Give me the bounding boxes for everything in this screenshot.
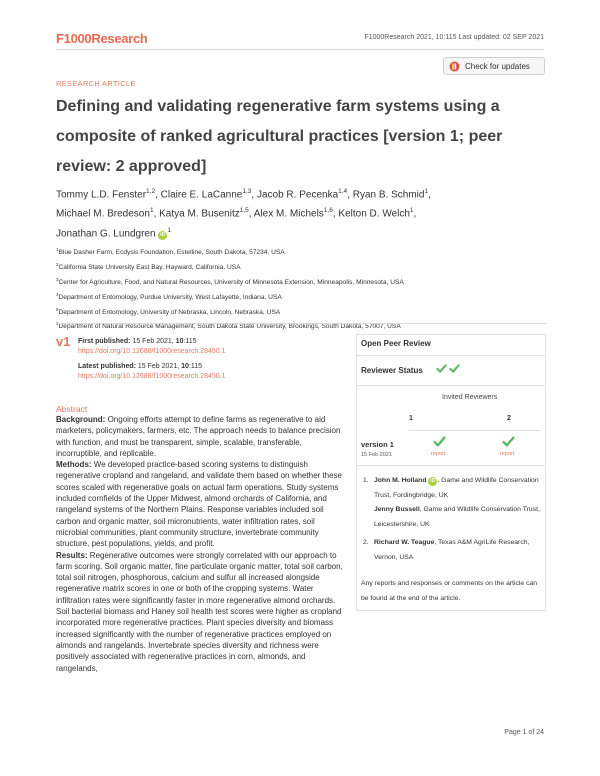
version-row-date: 15 Feb 2021 bbox=[361, 452, 392, 458]
header-info: F1000Research 2021, 10:115 Last updated: 02 SEP 2021 bbox=[364, 34, 544, 41]
version-row-label: version 1 bbox=[361, 440, 394, 449]
affiliation: Department of Natural Resource Management, South Dakota State University, Brookings, South Dakota, 57007, USA bbox=[58, 323, 401, 331]
invited-reviewers-label: Invited Reviewers bbox=[442, 394, 498, 401]
check-for-updates-label: Check for updates bbox=[465, 61, 530, 71]
affiliation: $^3$Center for Agriculture, Food, and Natural Resources, University of Minnesota Extension, Minneapolis, Minnesota, USA bbox=[56, 276, 404, 286]
reviewer-column-1: 1 bbox=[409, 415, 413, 422]
latest-published-doi-link[interactable]: https://doi.org/10.12688/f1000research.28450.1 bbox=[78, 373, 226, 380]
latest-published: Latest published: 15 Feb 2021, 10:115 https://doi.org/10.12688/f1000research.28450.1 bbox=[78, 363, 226, 380]
affiliation: $^5$Department of Entomology, University of Nebraska, Lincoln, Nebraska, USA bbox=[56, 306, 281, 316]
abstract-results: Results: Regenerative outcomes were strongly correlated with our approach to farm scoring. Soil organic matter, fine particulate organic matter, total soil carbon, total soil nitrogen, phosphorous, calcium and sulfur all increased alongside regenerative matrix scores in one or both of the cropping systems. Water infiltration rates were significantly faster in more regenerative almond orchards. Soil bacterial biomass and Haney soil health test scores were higher as cropland incorporated more regenerative practices. Plant species diversity and biomass increased significantly with the number of regenerative practices employed on almonds and rangelands. Invertebrate species diversity and richness were positively associated with regenerative practices in corn, almonds, and rangelands, bbox=[56, 550, 343, 673]
affiliation: $^1$Blue Dasher Farm, Ecdysis Foundation, Estelline, South Dakota, 57234, USA bbox=[56, 247, 285, 257]
report-2-check-icon[interactable] bbox=[502, 435, 515, 448]
peer-review-title: Open Peer Review bbox=[361, 339, 431, 348]
author-name[interactable]: Michael M. Bredeson bbox=[56, 208, 150, 220]
reviewer-column-2: 2 bbox=[507, 415, 511, 422]
reviewer-name[interactable]: John M. Holland bbox=[374, 477, 427, 484]
author-name[interactable]: Jonathan G. Lundgren bbox=[56, 227, 156, 239]
reviewer-entry: Jenny Bussell, Game and Wildlife Conservation Trust, Leicestershire, UK bbox=[374, 506, 540, 528]
panel-divider bbox=[357, 465, 545, 466]
affiliation: $^2$California State University East Bay, Hayward, California, USA bbox=[56, 261, 241, 272]
reviewer-entry: 2. Richard W. Teague, Texas A&M AgriLife Research, Vernon, USA bbox=[363, 539, 530, 561]
affiliation: $^4$Department of Entomology, Purdue University, West Lafayette, Indiana, USA bbox=[56, 291, 282, 301]
abstract-background: Background: Ongoing efforts attempt to define farms as regenerative to aid marketers, policymakers, farmers, etc. The approach needs to balance precision with function, and must be transparent, simple, scalable, transferable, incorruptible, and replicable. bbox=[56, 415, 341, 458]
reviewer-name[interactable]: Jenny Bussell bbox=[374, 506, 420, 513]
first-published: First published: 15 Feb 2021, 10:115 https://doi.org/10.12688/f1000research.28450.1 bbox=[78, 338, 226, 355]
reviewer-status-label: Reviewer Status bbox=[361, 366, 423, 375]
author-name[interactable]: Katya M. Busenitz bbox=[159, 208, 240, 220]
affiliations bbox=[56, 244, 546, 333]
author-name[interactable]: Claire E. LaCanne bbox=[160, 189, 243, 201]
table-divider bbox=[409, 430, 541, 431]
orcid-icon[interactable]: iD bbox=[430, 478, 436, 484]
orcid-icon[interactable]: iD bbox=[160, 231, 166, 238]
page-number: Page 1 of 24 bbox=[504, 729, 544, 736]
author-name[interactable]: Jacob R. Pecenka bbox=[256, 189, 339, 201]
author-name[interactable]: Ryan B. Schmid bbox=[352, 189, 425, 201]
reviewer-list bbox=[363, 474, 543, 565]
check-for-updates-button[interactable] bbox=[443, 57, 545, 75]
article-title: Defining and validating regenerative farm systems using a composite of ranked agricultural practices [version 1; peer review: 2 approved] bbox=[56, 98, 503, 175]
report-1-link[interactable]: report bbox=[431, 451, 446, 457]
approved-check-icon bbox=[449, 363, 460, 374]
report-1-check-icon[interactable] bbox=[433, 435, 446, 448]
article-type: RESEARCH ARTICLE bbox=[56, 79, 136, 88]
header-divider bbox=[56, 49, 544, 50]
abstract-body bbox=[56, 414, 348, 674]
panel-divider bbox=[357, 355, 545, 356]
first-published-doi-link[interactable]: https://doi.org/10.12688/f1000research.28450.1 bbox=[78, 348, 226, 355]
affiliation-divider bbox=[56, 323, 546, 324]
abstract-heading: Abstract bbox=[56, 404, 88, 414]
reports-note: Any reports and responses or comments on the article can be found at the end of the article. bbox=[361, 580, 538, 602]
reviewer-name[interactable]: Richard W. Teague bbox=[374, 539, 435, 546]
update-badge-icon bbox=[449, 61, 460, 72]
author-list: Tommy L.D. Fenster$^{1,2}$, Claire E. LaCanne$^{1,3}$, Jacob R. Pecenka$^{1,4}$, Ryan B. Schmid$^1$, Michael M. Bredeson$^1$, Katya M. Busenitz$^{1,5}$, Alex M. Michels$^{1,6}$, Kelton D. Welch$^1$, Jonathan G. Lundgren $iD^1$ bbox=[56, 188, 431, 239]
author-name[interactable]: Tommy L.D. Fenster bbox=[56, 189, 147, 201]
version-label: v1 bbox=[56, 334, 71, 349]
reviewer-status-checks bbox=[436, 363, 460, 374]
open-peer-review-panel bbox=[356, 334, 546, 611]
report-2-link[interactable]: report bbox=[500, 451, 515, 457]
panel-divider bbox=[357, 385, 545, 386]
abstract-methods: Methods: We developed practice-based scoring systems to distinguish regenerative cropland and rangeland, and validate them based on whether these scores scaled with regenerative goals on actual farm operations. Study systems included cornfields of the Upper Midwest, almond orchards of California, and rangeland systems of the Northern Plains. Response variables included soil carbon and organic matter, soil micronutrients, water infiltration rates, soil microbial communities, plant community structure, invertebrate community structure, pest populations, yields, and profit. bbox=[56, 460, 342, 549]
f1000-logo: F1000Research bbox=[56, 31, 148, 46]
author-name[interactable]: Alex M. Michels bbox=[253, 208, 324, 220]
reviewer-entry: 1. John M. Holland iD , Game and Wildlife Conservation Trust, Fordingbridge, UK bbox=[363, 477, 539, 499]
author-name[interactable]: Kelton D. Welch bbox=[338, 208, 410, 220]
approved-check-icon bbox=[436, 363, 447, 374]
